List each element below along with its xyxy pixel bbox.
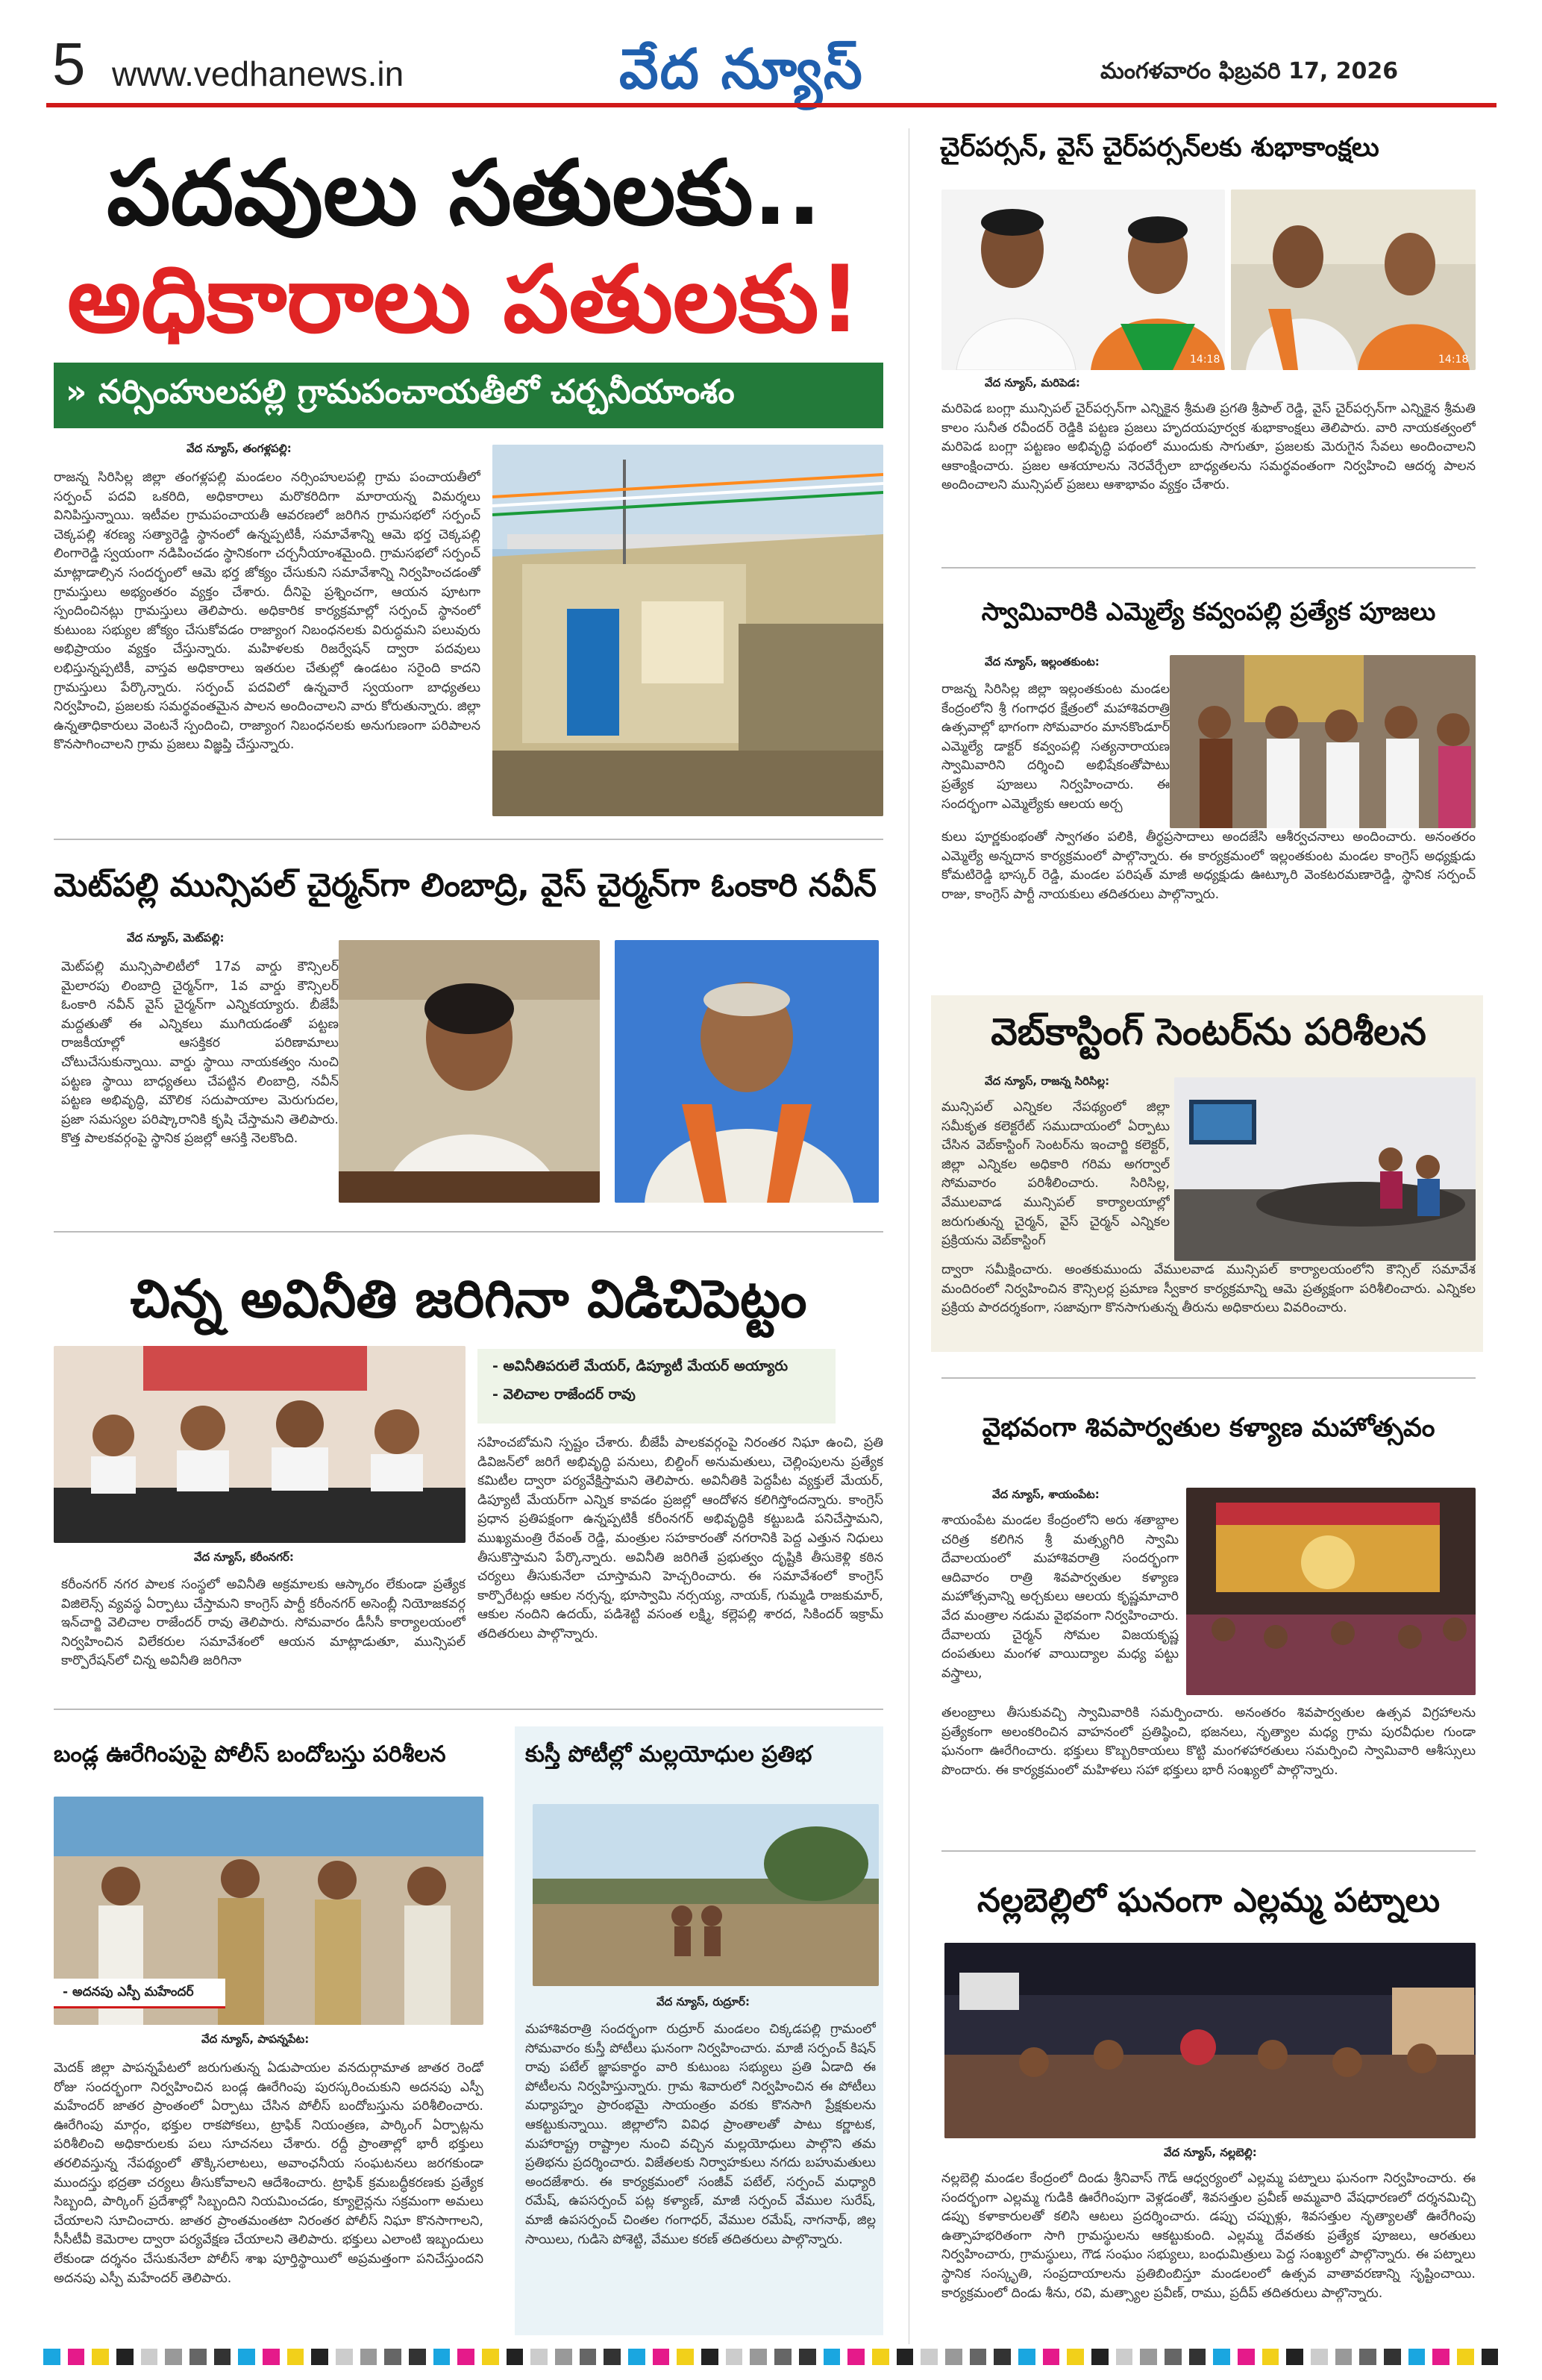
corruption-body-left: కరీంనగర్ నగర పాలక సంస్థలో అవినీతి అక్రమాలకు ఆస్కారం లేకుండా ప్రత్యేక విజిలెన్స్ వ్యవస్థ ఏర్పాటు చేస్తామని కాంగ్రెస్ పార్టీ కరీంనగర్ అసెంబ్లీ నియోజకవర్గ ఇన్‌చార్జి వెలిచాల రాజేందర్ రావు తెలిపారు. సోమవారం డీసీసీ కార్యాలయంలో నిర్వహించిన విలేకరుల సమావేశంలో ఆయన మాట్లాడుతూ, మున్సిపల్ కార్పొరేషన్‌లో చిన్న అవినీతి జరిగినా [61,1577,466,1669]
dateline: వేద న్యూస్, తంగళ్లపల్లి: [187,442,292,455]
wrestling-title: కుస్తీ పోటీల్లో మల్లయోధుల ప్రతిభ [525,1741,812,1767]
swamy-photo [1170,655,1476,828]
corruption-body-right: సహించబోమని స్పష్టం చేశారు. బీజేపీ పాలకవర్గంపై నిరంతర నిఘా ఉంచి, ప్రతి డివిజన్‌లో జరిగే అభివృద్ధి పనులు, బిల్డింగ్ అనుమతులు, చెల్లింపులను ప్రత్యేక కమిటీల ద్వారా పర్యవేక్షిస్తామని తెలిపారు. అవినీతికి పెద్దపీట వ్యక్తులే మేయర్, డిప్యూటీ మేయర్‌గా ఎన్నిక కావడం ప్రజల్లో ఆందోళన కలిగిస్తోందన్నారు. కాంగ్రెస్ ప్రధాన ప్రతిపక్షంగా ఉన్నప్పటికీ కరీంనగర్ అభివృద్ధికి కట్టుబడి పనిచేస్తామని, ముఖ్యమంత్రి రేవంత్ రెడ్డి, మంత్రుల సహకారంతో నగరానికి పెద్ద ఎత్తున నిధులు తీసుకొస్తామని పేర్కొన్నారు. అవినీతి జరిగితే ప్రభుత్వం దృష్టికి తీసుకెళ్లి కఠిన చర్యలు తీసుకునేలా చూస్తామని హెచ్చరించారు. ఈ సమావేశంలో కాంగ్రెస్ కార్పొరేటర్లు ఆకుల నర్సన్న, భూస్వామి నర్సయ్య, నాయక్, గుమ్మడి రాజకుమార్, ఆకుల నందిని ఉదయ్, పడిశెట్టి వసంత లక్ష్మి, కల్లెపల్లి శారద, సికిందర్ ఇక్రామ్ తదితరులు పాల్గొన్నారు. [477,1435,883,1641]
shiva-body-bottom: తలంబ్రాలు తీసుకువచ్చి స్వామివారికి సమర్పించారు. అనంతరం శివపార్వతుల ఉత్సవ విగ్రహాలను ప్రత్యేకంగా అలంకరించిన వాహనంలో ప్రతిష్ఠించి, భజనలు, నృత్యాల మధ్య గ్రామ పురవీధుల గుండా ఘనంగా ఊరేగించారు. భక్తులు కొబ్బరికాయలు కొట్టి మంగళహారతులు సమర్పించి స్వామివారి ఆశీస్సులు పొందారు. ఈ కార్యక్రమంలో మహిళలు సహా భక్తులు భారీ సంఖ్యలో పాల్గొన్నారు. [941,1706,1476,1778]
press-meet-photo [54,1346,466,1543]
rule-r2 [941,1377,1476,1379]
webcast-body-bottom: ద్వారా సమీక్షించారు. అంతకుముందు వేములవాడ మున్సిపల్ కార్యాలయంలోని కౌన్సిల్ సమావేశ మందిరంలో నిర్వహించిన కౌన్సిలర్ల ప్రమాణ స్వీకార కార్యక్రమాన్ని ఆమె ప్రత్యక్షంగా పరిశీలించారు. ఎన్నికల ప్రక్రియ పారదర్శకంగా, సజావుగా కొనసాగుతున్న తీరును అధికారులు వివరించారు. [941,1262,1476,1316]
chair-dateline: వేద న్యూస్, మరిపెడ: [985,376,1080,389]
chair-title: చైర్‌పర్సన్, వైస్ చైర్‌పర్సన్‌లకు శుభాకాంక్షలు [940,133,1379,163]
yellamma-photo [944,1943,1476,2138]
chair-timestamp-2: 14:18 [1438,354,1469,366]
quote-line-1: - అవినీతిపరులే మేయర్, డిప్యూటీ మేయర్ అయ్యారు [492,1358,789,1374]
chair-timestamp-1: 14:18 [1190,354,1220,366]
police-title: బండ్ల ఊరేగింపుపై పోలీస్ బందోబస్తు పరిశీలన [54,1741,446,1767]
page-number: 5 [52,31,86,97]
yellamma-body: నల్లబెల్లి మండల కేంద్రంలో దిండు శ్రీనివాస్ గౌడ్ ఆధ్వర్యంలో ఎల్లమ్మ పట్నాలు ఘనంగా నిర్వహించారు. ఈ సందర్భంగా ఎల్లమ్మ గుడికి ఊరేగింపుగా వెళ్లడంతో, శివసత్తుల ప్రవీణ్ అమ్మవారి వేషధారణలో దర్శనమిచ్చి డప్పు కళాకారులతో కలిసి ఆటలు ప్రదర్శించారు. డప్పు చప్పుళ్లు, శివసత్తుల నృత్యాలతో ఊరేగింపు ఉత్సాహభరితంగా సాగి గ్రామస్థులను ఆకట్టుకుంది. ఎల్లమ్మ దేవతకు ప్రత్యేక పూజలు, ఆరతులు నిర్వహించారు, గ్రామస్థులు, గౌడ సంఘం సభ్యులు, బంధుమిత్రులు పెద్ద సంఖ్యలో పాల్గొన్నారు. ఈ పట్నాలు స్థానిక సంస్కృతి, సంప్రదాయాలను ప్రతిబింబిస్తూ మండలంలో ఉత్సవ వాతావరణాన్ని సృష్టించాయి. కార్యక్రమంలో దిండు శీను, రవి, మత్స్యాల ప్రవీణ్, రాము, ప్రదీప్ తదితరులు పాల్గొన్నారు. [941,2171,1476,2301]
police-caption: - అదనపు ఎస్పీ మహేందర్ [63,1985,194,1999]
chair-photo-2 [1231,190,1476,370]
webcast-photo [1174,1077,1476,1261]
shiva-title: వైభవంగా శివపార్వతుల కళ్యాణ మహోత్సవం [982,1413,1435,1443]
rule-3 [54,1709,883,1710]
chair-photo-1 [941,190,1225,370]
shiva-body-left: శాయంపేట మండల కేంద్రంలోని అరు శతాబ్దాల చరిత్ర కలిగిన శ్రీ మత్స్యగిరి స్వామి దేవాలయంలో మహాశివరాత్రి సందర్భంగా ఆదివారం రాత్రి శివపార్వతుల కళ్యాణ మహోత్సవాన్ని అర్చకులు ఆలయ కృష్ణమాచారి వేద మంత్రాల నడుమ వైభవంగా నిర్వహించారు. దేవాలయ చైర్మన్ సోమల విజయకృష్ణ దంపతులు మంగళ వాయిద్యాల మధ్య పట్టు వస్త్రాలు, [941,1513,1179,1681]
corruption-title: చిన్న అవినీతి జరిగినా విడిచిపెట్టం [130,1268,807,1330]
wrestling-dateline: వేద న్యూస్, రుద్రూర్: [656,1995,750,2008]
swamy-dateline: వేద న్యూస్, ఇల్లంతకుంట: [985,655,1100,668]
webcast-title: వెబ్‌కాస్టింగ్ సెంటర్‌ను పరిశీలన [991,1010,1426,1053]
swamy-body-left: రాజన్న సిరిసిల్ల జిల్లా ఇల్లంతకుంట మండల కేంద్రంలోని శ్రీ గంగాధర క్షేత్రంలో మహాశివరాత్రి ఉత్సవాల్లో భాగంగా సోమవారం మానకొండూర్ ఎమ్మెల్యే డాక్టర్ కవ్వంపల్లి సత్యనారాయణ స్వామివారిని దర్శించి అభిషేకంతోపాటు ప్రత్యేక పూజలు నిర్వహించారు. ఈ సందర్భంగా ఎమ్మెల్యేకు ఆలయ అర్చ [941,682,1170,812]
panchayat-photo [492,445,883,816]
rule-r3 [941,1850,1476,1852]
swamy-body-bottom: కులు పూర్ణకుంభంతో స్వాగతం పలికి, తీర్థప్రసాదాలు అందజేసి ఆశీర్వచనాలు అందించారు. అనంతరం ఎమ్మెల్యే అన్నదాన కార్యక్రమంలో పాల్గొన్నారు. ఈ కార్యక్రమంలో ఇల్లంతకుంట మండల కాంగ్రెస్ అధ్యక్షుడు కోమటిరెడ్డి భాస్కర్ రెడ్డి, మండల పరిషత్ మాజీ అధ్యక్షుడు ఊట్కూరి వెంకటరమణారెడ్డి, స్థానిక సర్పంచ్ రాజు, కాంగ్రెస్ పార్టీ నాయకులు తదితరులు పాల్గొన్నారు. [941,830,1476,902]
wrestling-photo [533,1804,879,1986]
rule-r1 [941,567,1476,569]
site-url[interactable]: www.vedhanews.in [112,54,404,93]
metpally-dateline: వేద న్యూస్, మెట్‌పల్లి: [127,931,225,945]
header-rule [46,103,1496,107]
headline-line-1: పదవులు సతులకు.. [107,142,821,245]
corruption-dateline: వేద న్యూస్, కరీంనగర్: [194,1550,294,1564]
chair-body: మరిపెడ బంగ్లా మున్సిపల్ చైర్‌పర్సన్‌గా ఎన్నికైన శ్రీమతి ప్రగతి శ్రీపాల్ రెడ్డి, వైస్ చైర్‌పర్సన్‌గా ఎన్నికైన శ్రీమతి కాలం సునీత రవీందర్ రెడ్డికి పట్టణ ప్రజలు హృదయపూర్వక శుభాకాంక్షలు తెలిపారు. వారి నాయకత్వంలో మరిపెడ బంగ్లా పట్టణం అభివృద్ధి పథంలో ముందుకు సాగుతూ, ప్రజలకు మెరుగైన సేవలు అందించాలని ఆకాంక్షించారు. ప్రజల ఆశయాలను నెరవేర్చేలా బాధ్యతలను సమర్థవంతంగా నిర్వహించి ఆదర్శ పాలన అందించాలని మున్సిపల్ ప్రజలు ఆశాభావం వ్యక్తం చేశారు. [941,401,1476,493]
quote-line-2: - వెలిచాల రాజేందర్ రావు [492,1386,636,1403]
subhead-text: » నర్సింహులపల్లి గ్రామపంచాయతీలో చర్చనీయాంశం [66,373,735,411]
story-body: రాజన్న సిరిసిల్ల జిల్లా తంగళ్లపల్లి మండలం నర్సింహులపల్లి గ్రామ పంచాయతీలో సర్పంచ్ పదవి ఒకరిది, అధికారాలు మరొకరిదిగా మారాయన్న విమర్శలు వినిపిస్తున్నాయి. ఇటీవల గ్రామపంచాయతీ ఆవరణలో జరిగిన గ్రామసభలో సర్పంచ్ చెక్కపల్లి శరణ్య సత్యారెడ్డి స్థానంలో ఉన్నప్పటికీ, సమావేశాన్ని ఆమె భర్త చెక్కపల్లి లింగారెడ్డి స్వయంగా నడిపించడం స్థానికంగా చర్చనీయాంశమైంది. గ్రామసభలో సర్పంచ్ మాట్లాడాల్సిన సందర్భంలో ఆమె భర్త జోక్యం చేసుకుని సమావేశాన్ని నిర్వహించడంతో గ్రామస్తులు అభ్యంతరం వ్యక్తం చేశారు. దీనిపై ప్రశ్నించగా, ఆయన పూటగా స్పందించినట్లు గ్రామస్తులు తెలిపారు. అధికారిక కార్యక్రమాల్లో సర్పంచ్ స్థానంలో కుటుంబ సభ్యుల జోక్యం చేసుకోవడం రాజ్యాంగ నిబంధనలకు విరుద్ధమని పలువురు అభిప్రాయం వ్యక్తం చేస్తున్నారు. మహిళలకు రిజర్వేషన్ ద్వారా పదవులు లభిస్తున్నప్పటికీ, వాస్తవ అధికారాలు ఇతరుల చేతుల్లో ఉండటం సరైంది కాదని గ్రామస్తులు పేర్కొన్నారు. సర్పంచ్ పదవిలో ఉన్నవారే స్వయంగా బాధ్యతలు నిర్వహించి, ప్రజలకు సమర్థవంతమైన పాలన అందించాలని వారు కోరుతున్నారు. జిల్లా ఉన్నతాధికారులు వెంటనే స్పందించి, రాజ్యాంగ నిబంధనలకు అనుగుణంగా పరిపాలన కొనసాగించాలని గ్రామ ప్రజలు విజ్ఞప్తి చేస్తున్నారు. [54,470,480,753]
metpally-title: మెట్‌పల్లి మున్సిపల్ చైర్మన్‌గా లింబాద్రి, వైస్ చైర్మన్‌గా ఓంకారి నవీన్ [54,867,877,904]
shiva-dateline: వేద న్యూస్, శాయంపేట: [992,1488,1100,1501]
wrestling-body: మహాశివరాత్రి సందర్భంగా రుద్రూర్ మండలం చిక్కడపల్లి గ్రామంలో సోమవారం కుస్తీ పోటీలు ఘనంగా నిర్వహించారు. మాజీ సర్పంచ్ కిషన్ రావు పటేల్ జ్ఞాపకార్థం వారి కుటుంబ సభ్యులు ప్రతి ఏడాది ఈ పోటీలను నిర్వహిస్తున్నారు. గ్రామ శివారులో నిర్వహించిన ఈ పోటీలు మధ్యాహ్నం ప్రారంభమై సాయంత్రం వరకు కొనసాగి ప్రేక్షకులను ఆకట్టుకున్నాయి. జిల్లాలోని వివిధ ప్రాంతాలతో పాటు కర్ణాటక, మహారాష్ట్ర రాష్ట్రాల నుంచి వచ్చిన మల్లయోధులు పాల్గొని తమ ప్రతిభను ప్రదర్శించారు. విజేతలకు నిర్వాహకులు నగదు బహుమతులు అందజేశారు. ఈ కార్యక్రమంలో సంజీవ్ పటేల్, సర్పంచ్ మధ్యారి రమేష్, ఉపసర్పంచ్ పట్ల కళ్యాణ్, మాజీ సర్పంచ్ వేముల సురేష్, మాజీ ఉపసర్పంచ్ చింతల గంగాధర్, వేముల రమేష్, నాగనాథ్, జిల్ల సాయిలు, గుడిసె పోశెట్టి, వేముల కరణ్ తదితరులు పాల్గొన్నారు. [525,2022,876,2247]
yellamma-title: నల్లబెల్లిలో ఘనంగా ఎల్లమ్మ పట్నాలు [977,1882,1441,1920]
rule-2 [54,1231,883,1233]
rule-1 [54,839,883,840]
yellamma-dateline: వేద న్యూస్, నల్లబెల్లి: [1164,2146,1257,2159]
metpally-body: మెట్‌పల్లి మున్సిపాలిటీలో 17వ వార్డు కౌన్సిలర్ మైలారపు లింబాద్రి చైర్మన్‌గా, 1వ వార్డు కౌన్సిలర్ ఓంకారి నవీన్ వైస్ చైర్మన్‌గా ఎన్నికయ్యారు. బీజేపీ మద్దతుతో ఈ ఎన్నికలు ముగియడంతో పట్టణ రాజకీయాల్లో ఆసక్తికర పరిణామాలు చోటుచేసుకున్నాయి. వార్డు స్థాయి నాయకత్వం నుంచి పట్టణ స్థాయి బాధ్యతలు చేపట్టిన లింబాద్రి, నవీన్ పట్టణ అభివృద్ధి, మౌలిక సదుపాయాల మెరుగుదల, ప్రజా సమస్యల పరిష్కారానికి కృషి చేస్తామని తెలిపారు. కొత్త పాలకవర్గంపై స్థానిక ప్రజల్లో ఆసక్తి నెలకొంది. [61,959,339,1147]
chairman-photo [339,940,600,1203]
webcast-body-left: మున్సిపల్ ఎన్నికల నేపథ్యంలో జిల్లా సమీకృత కలెక్టరేట్ సముదాయంలో ఏర్పాటు చేసిన వెబ్‌కాస్టింగ్ సెంటర్‌ను ఇంచార్జి కలెక్టర్, జిల్లా ఎన్నికల అధికారి గరిమ అగర్వాల్ సోమవారం పరిశీలించారు. సిరిసిల్ల, వేములవాడ మున్సిపల్ కార్యాలయాల్లో జరుగుతున్న చైర్మన్, వైస్ చైర్మన్ ఎన్నికల ప్రక్రియను వెబ్‌కాస్టింగ్ [941,1100,1170,1249]
webcast-dateline: వేద న్యూస్, రాజన్న సిరిసిల్ల: [985,1074,1110,1088]
shiva-photo [1186,1488,1476,1695]
subhead-label: నర్సింహులపల్లి గ్రామపంచాయతీలో చర్చనీయాంశం [98,373,735,411]
swamy-title: స్వామివారికి ఎమ్మెల్యే కవ్వంపల్లి ప్రత్యేక పూజలు [981,597,1436,626]
masthead-logo: వేద న్యూస్ [619,37,864,101]
police-dateline: వేద న్యూస్, పాపన్నపేట: [201,2032,310,2046]
print-colour-bar [43,2349,1498,2365]
issue-date: మంగళవారం ఫిబ్రవరి 17, 2026 [1100,58,1399,84]
headline-line-2: అధికారాలు పతులకు! [66,246,862,354]
police-body: మెదక్ జిల్లా పాపన్నపేటలో జరుగుతున్న ఏడుపాయల వనదుర్గామాత జాతర రెండో రోజు సందర్భంగా నిర్వహించిన బండ్ల ఊరేగింపు పురస్కరించుకుని అదనపు ఎస్పీ మహేందర్ జాతర ప్రాంతంలో ఏర్పాటు చేసిన పోలీస్ బందోబస్తును పరిశీలించారు. ఊరేగింపు మార్గం, భక్తుల రాకపోకలు, ట్రాఫిక్ నియంత్రణ, పార్కింగ్ ఏర్పాట్లను పరిశీలించి అధికారులకు పలు సూచనలు చేశారు. రద్దీ ప్రాంతాల్లో భారీ భక్తులు తరలివస్తున్న నేపథ్యంలో తొక్కిసలాటలు, అవాంఛనీయ సంఘటనలు జరగకుండా ముందస్తు భద్రతా చర్యలు తీసుకోవాలని ఆదేశించారు. ట్రాఫిక్ క్రమబద్ధీకరణకు ప్రత్యేక సిబ్బంది, పార్కింగ్ ప్రదేశాల్లో సిబ్బందిని నియమించడం, క్యూలైన్లను సక్రమంగా అమలు చేయాలని సూచించారు. జాతర ప్రాంతమంతటా నిరంతర పోలీస్ నిఘా కొనసాగాలని, సీసీటీవీ కెమెరాల ద్వారా పర్యవేక్షణ చేయాలని తెలిపారు. భక్తులు ఎలాంటి ఇబ్బందులు లేకుండా దర్శనం చేసుకునేలా పోలీస్ శాఖ పూర్తిస్థాయిలో అప్రమత్తంగా పనిచేస్తుందని అదనపు ఎస్పీ మహేందర్ తెలిపారు. [54,2061,483,2286]
vice-chairman-photo [615,940,879,1203]
